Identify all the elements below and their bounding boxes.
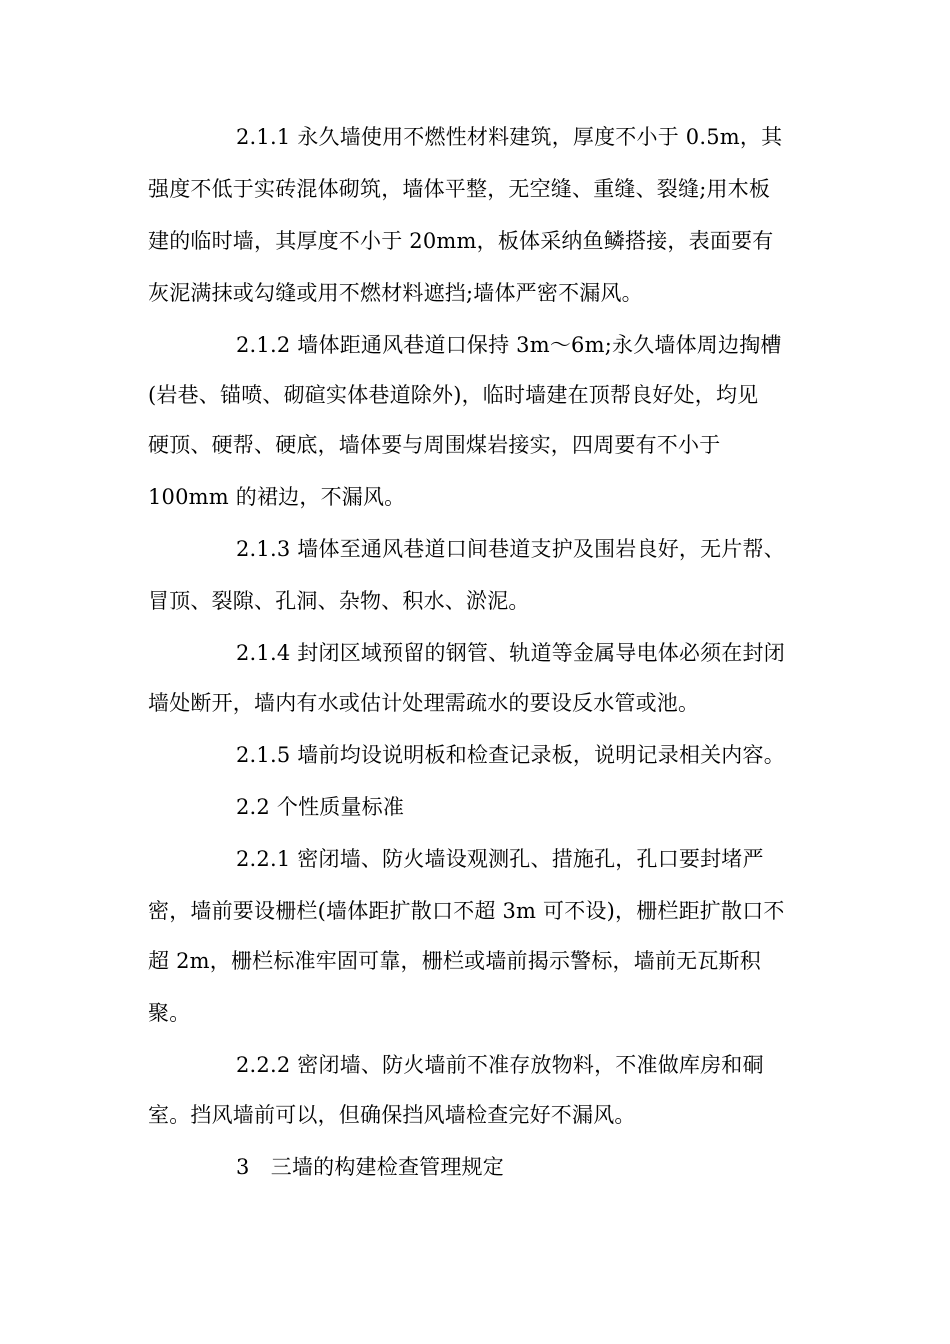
- paragraph-2-1-4-line-1: 2.1.4 封闭区域预留的钢管、轨道等金属导电体必须在封闭: [236, 641, 785, 665]
- paragraph-2-2-1-line-3: 超 2m，栅栏标准牢固可靠，栅栏或墙前揭示警标，墙前无瓦斯积: [148, 949, 761, 973]
- paragraph-2-2-2-line-2: 室。挡风墙前可以，但确保挡风墙检查完好不漏风。: [148, 1103, 636, 1127]
- paragraph-2-1-2-line-3: 硬顶、硬帮、硬底，墙体要与周围煤岩接实，四周要有不小于: [148, 433, 721, 457]
- paragraph-2-1-4-line-2: 墙处断开，墙内有水或估计处理需疏水的要设反水管或池。: [148, 691, 700, 715]
- paragraph-2-1-2-line-2: (岩巷、锚喷、砌碹实体巷道除外)，临时墙建在顶帮良好处，均见: [148, 383, 759, 407]
- paragraph-2-1-2-line-1: 2.1.2 墙体距通风巷道口保持 3m～6m;永久墙体周边掏槽: [236, 333, 782, 357]
- paragraph-2-2-1-line-2: 密，墙前要设栅栏(墙体距扩散口不超 3m 可不设)，栅栏距扩散口不: [148, 899, 785, 923]
- paragraph-2-1-3-line-1: 2.1.3 墙体至通风巷道口间巷道支护及围岩良好，无片帮、: [236, 537, 785, 561]
- section-heading-3: 3 三墙的构建检查管理规定: [236, 1155, 504, 1179]
- paragraph-2-2-1-line-1: 2.2.1 密闭墙、防火墙设观测孔、措施孔，孔口要封堵严: [236, 847, 764, 871]
- paragraph-2-1-3-line-2: 冒顶、裂隙、孔洞、杂物、积水、淤泥。: [148, 589, 530, 613]
- paragraph-2-1-5: 2.1.5 墙前均设说明板和检查记录板，说明记录相关内容。: [236, 743, 785, 767]
- paragraph-2-1-1-line-3: 建的临时墙，其厚度不小于 20mm，板体采纳鱼鳞搭接，表面要有: [148, 229, 774, 253]
- section-heading-2-2: 2.2 个性质量标准: [236, 795, 405, 819]
- paragraph-2-2-2-line-1: 2.2.2 密闭墙、防火墙前不准存放物料，不准做库房和硐: [236, 1053, 764, 1077]
- paragraph-2-1-2-line-4: 100mm 的裙边，不漏风。: [148, 485, 406, 509]
- paragraph-2-1-1-line-2: 强度不低于实砖混体砌筑，墙体平整，无空缝、重缝、裂缝;用木板: [148, 177, 771, 201]
- paragraph-2-1-1-line-1: 2.1.1 永久墙使用不燃性材料建筑，厚度不小于 0.5m，其: [236, 125, 783, 149]
- paragraph-2-1-1-line-4: 灰泥满抹或勾缝或用不燃材料遮挡;墙体严密不漏风。: [148, 281, 643, 305]
- paragraph-2-2-1-line-4: 聚。: [148, 1001, 191, 1025]
